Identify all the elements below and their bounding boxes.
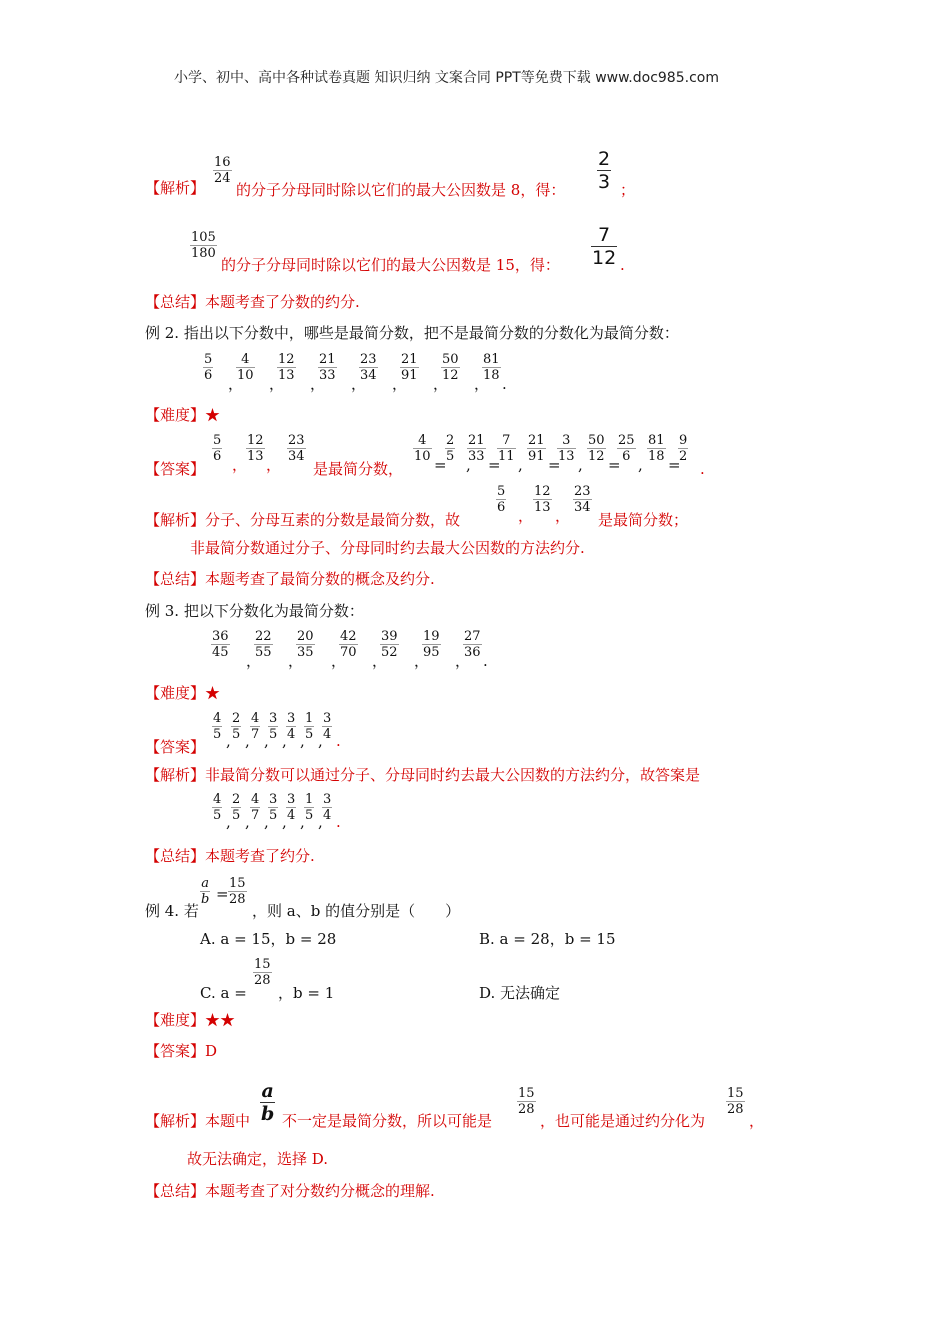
fraction: $\frac{3}{4}$ bbox=[287, 792, 296, 823]
separator: ， bbox=[266, 456, 282, 474]
separator: , bbox=[578, 456, 583, 474]
fraction: $\frac{12}{13}$ bbox=[278, 352, 295, 383]
fraction: $\frac{21}{91}$ bbox=[528, 433, 545, 464]
separator: , bbox=[318, 813, 323, 831]
fraction: $\frac{7}{11}$ bbox=[498, 433, 515, 464]
separator: , bbox=[245, 813, 250, 831]
separator: = bbox=[548, 456, 561, 474]
fraction: $\frac{9}{2}$ bbox=[679, 433, 688, 464]
difficulty-line: 【难度】★ bbox=[145, 406, 221, 424]
separator: , bbox=[518, 456, 523, 474]
separator: . bbox=[502, 375, 507, 393]
fraction: $\frac{36}{45}$ bbox=[212, 629, 229, 660]
fraction: $\frac{23}{34}$ bbox=[288, 433, 305, 464]
fraction: $\frac{3}{13}$ bbox=[558, 433, 575, 464]
option-c-prefix: C. a = bbox=[200, 984, 247, 1002]
separator: ， bbox=[310, 375, 326, 393]
separator: , bbox=[282, 732, 287, 750]
fraction: $\frac{27}{36}$ bbox=[464, 629, 481, 660]
separator: , bbox=[226, 732, 231, 750]
fraction: $\frac{16}{24}$ bbox=[214, 155, 231, 186]
separator: . bbox=[483, 652, 488, 670]
fraction: $\frac{15}{28}$ bbox=[727, 1086, 744, 1117]
separator: , bbox=[300, 732, 305, 750]
fraction: $\frac{23}{34}$ bbox=[360, 352, 377, 383]
answer-text: 是最简分数， bbox=[313, 460, 404, 478]
analysis-text: 的分子分母同时除以它们的最大公因数是 15，得： bbox=[221, 256, 560, 274]
separator: , bbox=[245, 732, 250, 750]
separator: = bbox=[434, 456, 447, 474]
fraction: $\frac{21}{33}$ bbox=[468, 433, 485, 464]
separator: ， bbox=[392, 375, 408, 393]
separator: ， bbox=[288, 652, 304, 670]
separator: ， bbox=[269, 375, 285, 393]
fraction: $\frac{21}{91}$ bbox=[401, 352, 418, 383]
separator: = bbox=[488, 456, 501, 474]
fraction: $\frac{3}{4}$ bbox=[323, 792, 332, 823]
fraction: $\frac{1}{5}$ bbox=[305, 711, 314, 742]
fraction: $\frac{25}{6}$ bbox=[618, 433, 635, 464]
fraction: $\frac{12}{13}$ bbox=[247, 433, 264, 464]
fraction: $\frac{42}{70}$ bbox=[340, 629, 357, 660]
option-c-suffix: ，b = 1 bbox=[278, 984, 335, 1002]
analysis-tag: 【解析】 bbox=[145, 179, 206, 197]
fraction: $\frac{20}{35}$ bbox=[297, 629, 314, 660]
example-4-question: ，则 a、b 的值分别是（ ） bbox=[252, 902, 461, 920]
separator: ， bbox=[518, 507, 534, 525]
result-fraction: $\frac{7}{12}$ bbox=[592, 224, 617, 269]
option-b: B. a = 28，b = 15 bbox=[479, 930, 616, 948]
fraction: $\frac{5}{6}$ bbox=[213, 433, 222, 464]
separator: ， bbox=[232, 456, 248, 474]
fraction: $\frac{81}{18}$ bbox=[483, 352, 500, 383]
fraction: $\frac{23}{34}$ bbox=[574, 484, 591, 515]
result-fraction: $\frac{2}{3}$ bbox=[598, 148, 611, 193]
separator: . bbox=[336, 813, 341, 831]
separator: = bbox=[668, 456, 681, 474]
separator: , bbox=[264, 732, 269, 750]
analysis-line-2: 非最简分数通过分子、分母同时约去最大公因数的方法约分. bbox=[190, 539, 585, 557]
punct: . bbox=[620, 256, 625, 274]
separator: , bbox=[282, 813, 287, 831]
analysis-text: 不一定是最简分数，所以可能是 bbox=[282, 1112, 493, 1130]
fraction: $\frac{2}{5}$ bbox=[446, 433, 455, 464]
separator: ， bbox=[433, 375, 449, 393]
fraction: $\frac{21}{33}$ bbox=[319, 352, 336, 383]
fraction: $\frac{1}{5}$ bbox=[305, 792, 314, 823]
summary-line: 【总结】本题考查了对分数约分概念的理解. bbox=[145, 1182, 435, 1200]
summary-line: 【总结】本题考查了约分. bbox=[145, 847, 315, 865]
fraction: $\frac{22}{55}$ bbox=[255, 629, 272, 660]
fraction: $\frac{15}{28}$ bbox=[229, 876, 246, 907]
example-4-prefix: 例 4. 若 bbox=[145, 902, 199, 920]
separator: , bbox=[466, 456, 471, 474]
summary-line: 【总结】本题考查了最简分数的概念及约分. bbox=[145, 570, 435, 588]
fraction: $\frac{50}{12}$ bbox=[588, 433, 605, 464]
page-header: 小学、初中、高中各种试卷真题 知识归纳 文案合同 PPT等免费下载 www.doc985.com bbox=[174, 70, 719, 86]
fraction-a-over-b: $\frac{a}{b}$ bbox=[201, 876, 210, 907]
answer-tag: 【答案】 bbox=[145, 460, 206, 478]
separator: ， bbox=[331, 652, 347, 670]
separator: . bbox=[336, 732, 341, 750]
example-3-title: 例 3. 把以下分数化为最简分数： bbox=[145, 602, 364, 620]
answer-line: 【答案】D bbox=[145, 1042, 218, 1060]
summary-line: 【总结】本题考查了分数的约分. bbox=[145, 293, 360, 311]
fraction: $\frac{4}{5}$ bbox=[213, 792, 222, 823]
separator: ， bbox=[246, 652, 262, 670]
punct: ， bbox=[749, 1112, 765, 1130]
separator: , bbox=[300, 813, 305, 831]
separator: , bbox=[264, 813, 269, 831]
fraction: $\frac{81}{18}$ bbox=[648, 433, 665, 464]
fraction: $\frac{5}{6}$ bbox=[497, 484, 506, 515]
fraction: $\frac{4}{7}$ bbox=[251, 711, 260, 742]
fraction: $\frac{15}{28}$ bbox=[254, 957, 271, 988]
analysis-line-2: 故无法确定，选择 D. bbox=[187, 1150, 329, 1168]
separator: ， bbox=[414, 652, 430, 670]
option-d: D. 无法确定 bbox=[479, 984, 561, 1002]
fraction: $\frac{19}{95}$ bbox=[423, 629, 440, 660]
difficulty-line: 【难度】★★ bbox=[145, 1011, 236, 1029]
fraction: $\frac{3}{4}$ bbox=[323, 711, 332, 742]
example-2-title: 例 2. 指出以下分数中，哪些是最简分数，把不是最简分数的分数化为最简分数： bbox=[145, 324, 679, 342]
analysis-line: 【解析】非最简分数可以通过分子、分母同时约去最大公因数的方法约分，故答案是 bbox=[145, 766, 701, 784]
fraction: $\frac{5}{6}$ bbox=[204, 352, 213, 383]
answer-tag: 【答案】 bbox=[145, 738, 206, 756]
fraction: $\frac{4}{5}$ bbox=[213, 711, 222, 742]
fraction: $\frac{4}{10}$ bbox=[237, 352, 254, 383]
option-a: A. a = 15，b = 28 bbox=[200, 930, 337, 948]
analysis-text: ，也可能是通过约分化为 bbox=[540, 1112, 706, 1130]
punct: ； bbox=[620, 181, 636, 199]
fraction: $\frac{12}{13}$ bbox=[534, 484, 551, 515]
fraction: $\frac{39}{52}$ bbox=[381, 629, 398, 660]
separator: , bbox=[318, 732, 323, 750]
fraction: $\frac{3}{4}$ bbox=[287, 711, 296, 742]
fraction: $\frac{15}{28}$ bbox=[518, 1086, 535, 1117]
analysis-line: 【解析】分子、分母互素的分数是最简分数，故 bbox=[145, 511, 461, 529]
separator: ， bbox=[555, 507, 571, 525]
separator: , bbox=[226, 813, 231, 831]
separator: . bbox=[700, 460, 705, 478]
separator: ， bbox=[228, 375, 244, 393]
fraction: $\frac{4}{10}$ bbox=[414, 433, 431, 464]
fraction: $\frac{2}{5}$ bbox=[232, 792, 241, 823]
analysis-text: 的分子分母同时除以它们的最大公因数是 8，得： bbox=[236, 181, 566, 199]
fraction: $\frac{105}{180}$ bbox=[191, 230, 216, 261]
difficulty-line: 【难度】★ bbox=[145, 684, 221, 702]
analysis-text: 是最简分数； bbox=[598, 511, 689, 529]
separator: ， bbox=[474, 375, 490, 393]
separator: ， bbox=[372, 652, 388, 670]
fraction: $\frac{2}{5}$ bbox=[232, 711, 241, 742]
separator: ， bbox=[351, 375, 367, 393]
fraction: $\frac{50}{12}$ bbox=[442, 352, 459, 383]
fraction-a-over-b: $\frac{a}{b}$ bbox=[261, 1080, 275, 1125]
analysis-line: 【解析】本题中 bbox=[145, 1112, 251, 1130]
separator: = bbox=[608, 456, 621, 474]
separator: , bbox=[638, 456, 643, 474]
separator: ， bbox=[455, 652, 471, 670]
fraction: $\frac{4}{7}$ bbox=[251, 792, 260, 823]
fraction: $\frac{3}{5}$ bbox=[269, 792, 278, 823]
fraction: $\frac{3}{5}$ bbox=[269, 711, 278, 742]
